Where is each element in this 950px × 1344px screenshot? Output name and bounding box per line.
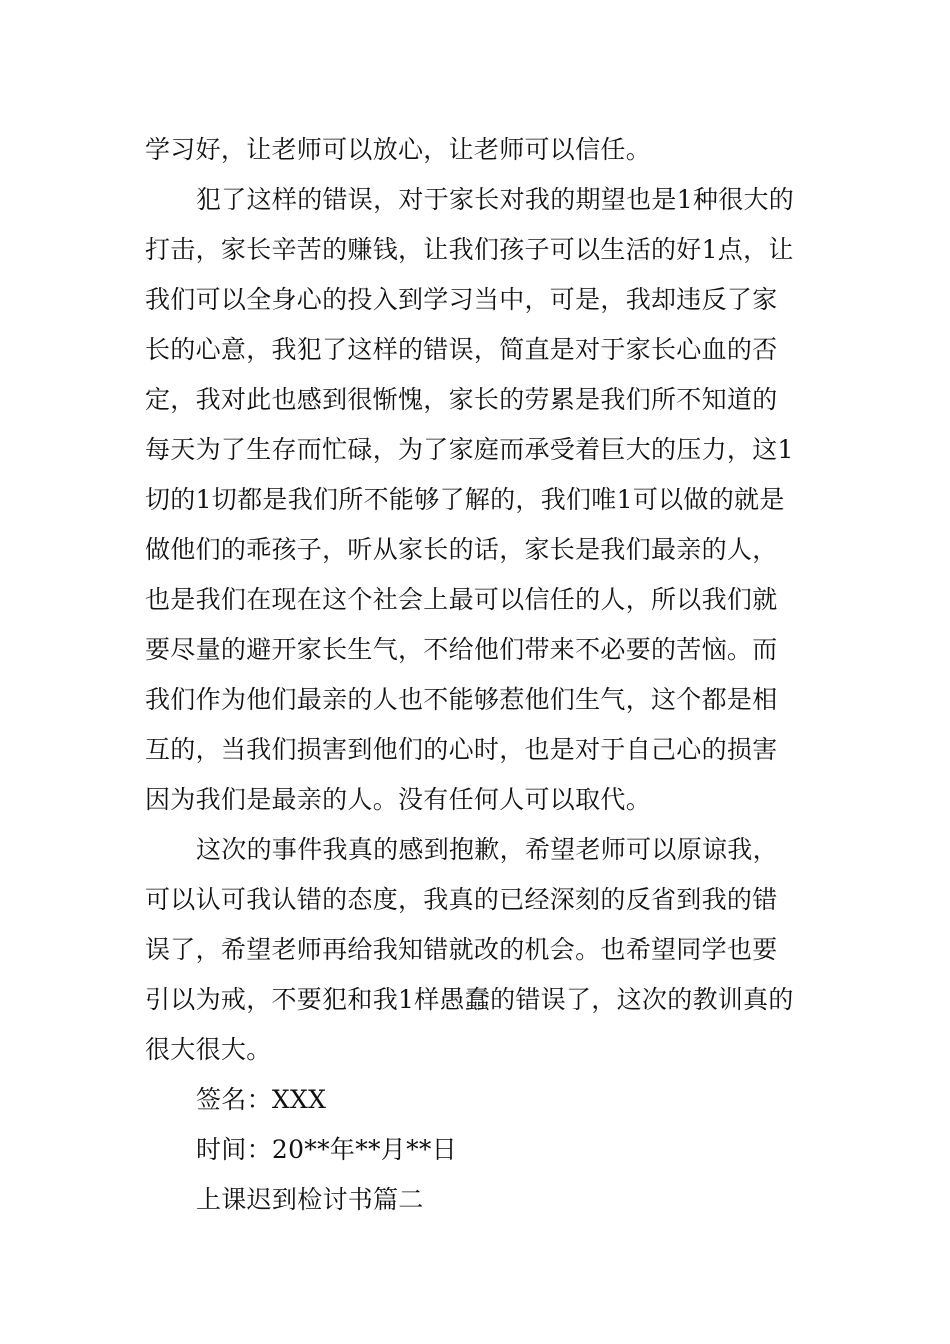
paragraph-line: 引以为戒，不要犯和我1样愚蠢的错误了，这次的教训真的 — [145, 985, 794, 1014]
paragraph-line: 做他们的乖孩子，听从家长的话，家长是我们最亲的人， — [145, 535, 778, 564]
section-heading: 上课迟到检讨书篇二 — [196, 1185, 424, 1214]
paragraph-line: 切的1切都是我们所不能够了解的，我们唯1可以做的就是 — [145, 485, 785, 514]
date-line: 时间：20**年**月**日 — [196, 1135, 458, 1164]
paragraph-line: 要尽量的避开家长生气，不给他们带来不必要的苦恼。而 — [145, 635, 778, 664]
paragraph-line: 我们作为他们最亲的人也不能够惹他们生气，这个都是相 — [145, 685, 778, 714]
paragraph-line: 可以认可我认错的态度，我真的已经深刻的反省到我的错 — [145, 885, 778, 914]
signature-line: 签名：XXX — [196, 1085, 327, 1114]
paragraph-line: 每天为了生存而忙碌，为了家庭而承受着巨大的压力，这1 — [145, 435, 794, 464]
paragraph-line: 因为我们是最亲的人。没有任何人可以取代。 — [145, 785, 652, 814]
paragraph-line: 很大很大。 — [145, 1035, 272, 1064]
paragraph-line: 打击，家长辛苦的赚钱，让我们孩子可以生活的好1点，让 — [145, 235, 794, 264]
paragraph-line: 犯了这样的错误，对于家长对我的期望也是1种很大的 — [196, 185, 795, 214]
paragraph-line: 误了，希望老师再给我知错就改的机会。也希望同学也要 — [145, 935, 778, 964]
paragraph-line: 互的，当我们损害到他们的心时，也是对于自己心的损害 — [145, 735, 778, 764]
paragraph-line: 长的心意，我犯了这样的错误，简直是对于家长心血的否 — [145, 335, 778, 364]
paragraph-line: 定，我对此也感到很惭愧，家长的劳累是我们所不知道的 — [145, 385, 778, 414]
paragraph-line: 学习好，让老师可以放心，让老师可以信任。 — [145, 135, 652, 164]
paragraph-line: 也是我们在现在这个社会上最可以信任的人，所以我们就 — [145, 585, 778, 614]
paragraph-line: 我们可以全身心的投入到学习当中，可是，我却违反了家 — [145, 285, 778, 314]
paragraph-line: 这次的事件我真的感到抱歉，希望老师可以原谅我， — [196, 835, 778, 864]
